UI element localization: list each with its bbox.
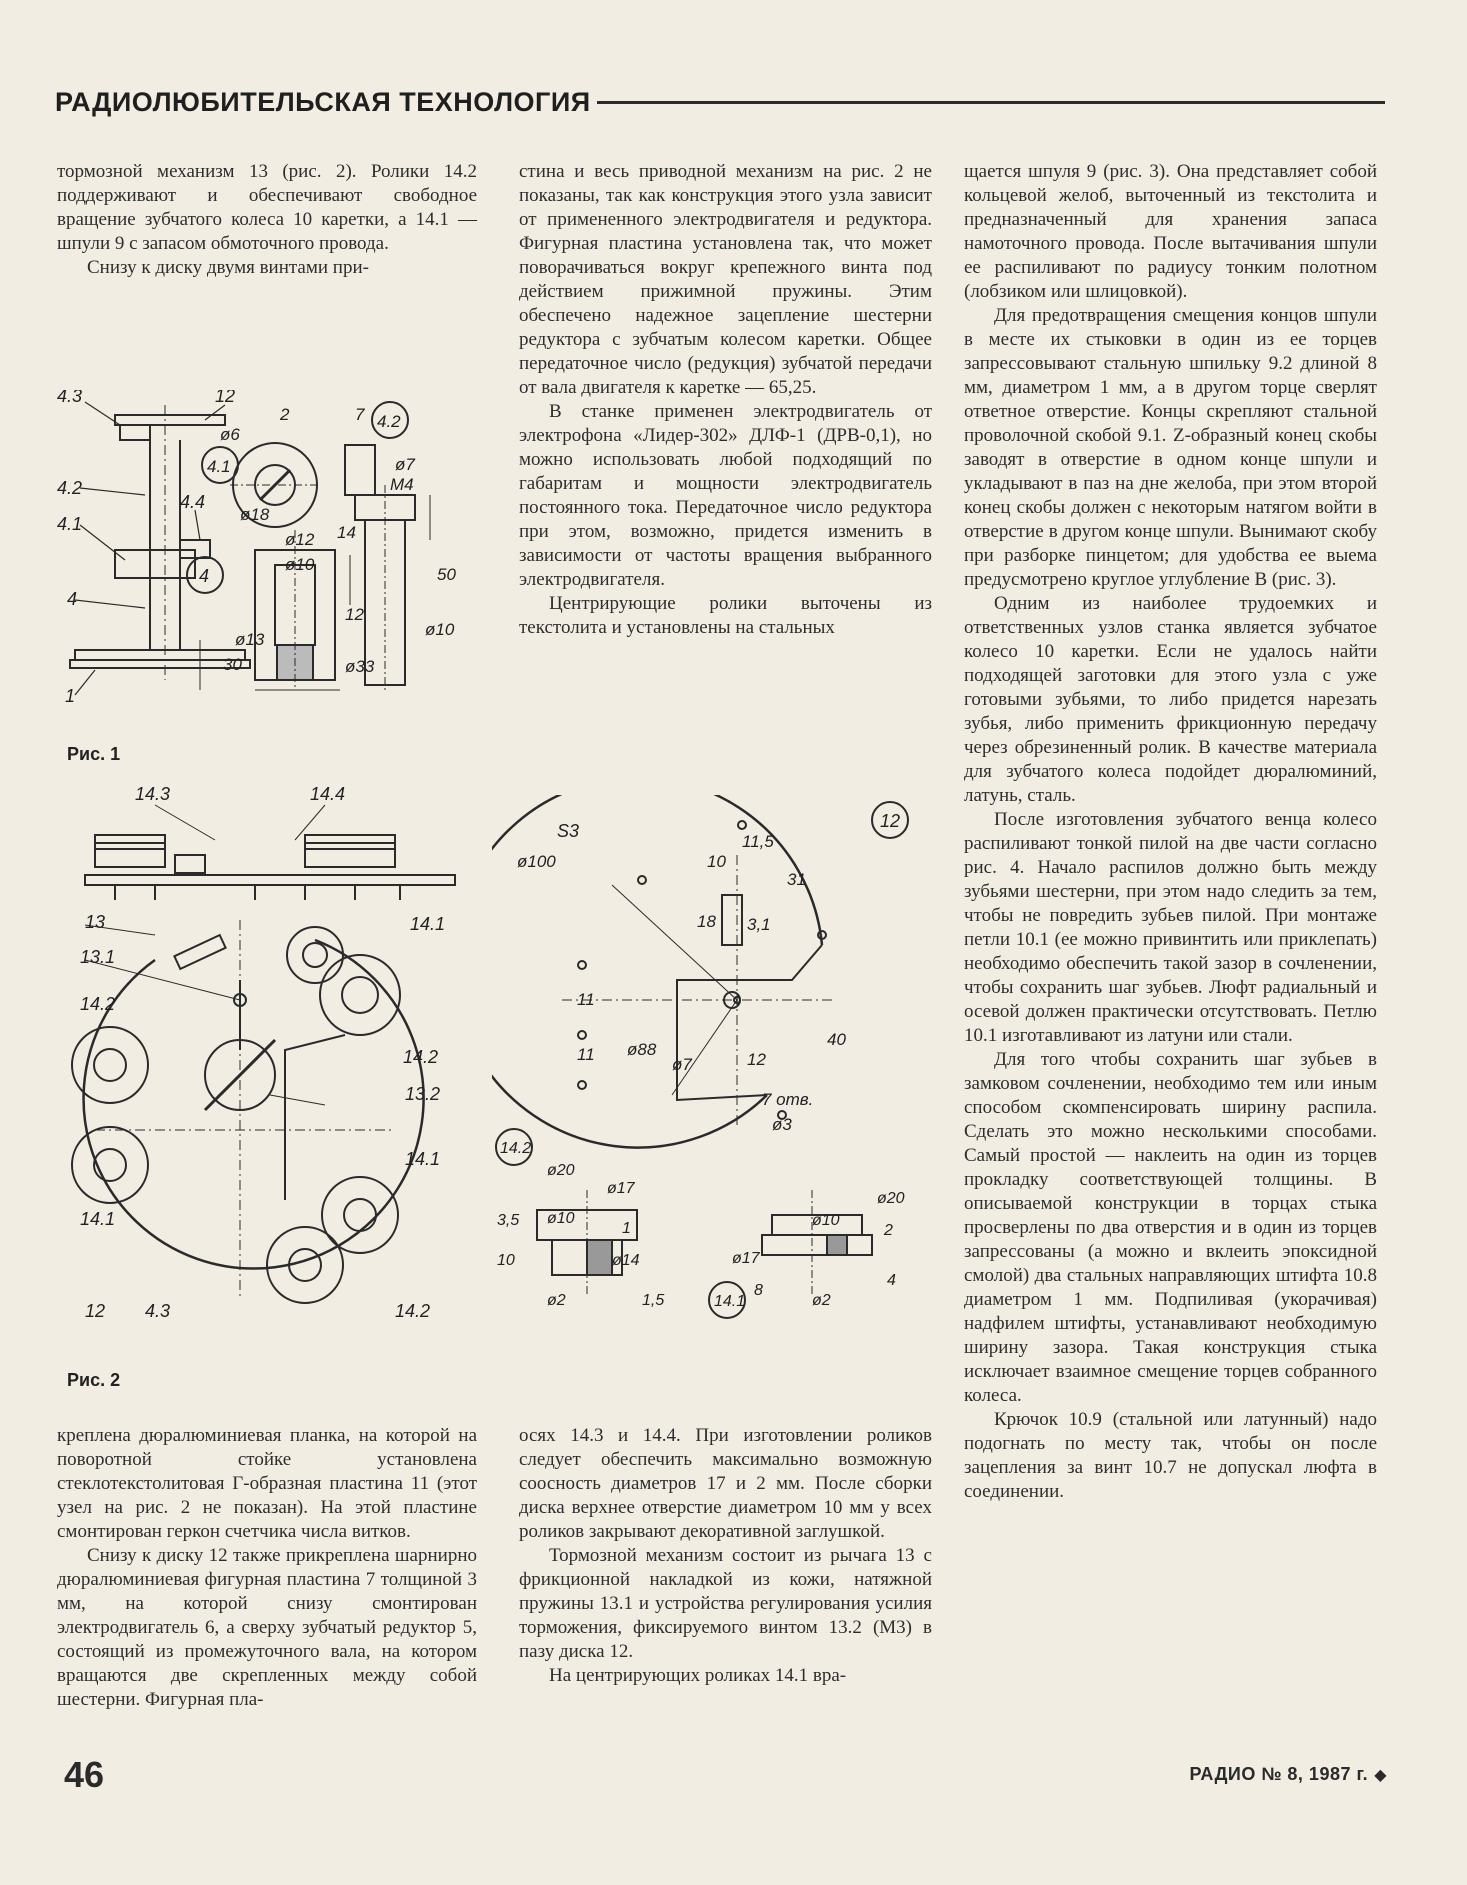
paragraph: Тормозной механизм состоит из рычага 13 с фрикционной накладкой из кожи, натяжной пружины 13.1 и устройства регулирования усилия торможения, фиксируемого винтом 13.2 (М3) в пазу диска 12. (519, 1545, 932, 1662)
fig1-dim-d7: ø7 (395, 455, 415, 474)
paragraph: креплена дюралюминиевая планка, на которой на поворотной стойке установлена стеклотекстолитовая Г-образная пластина 11 (этот узел на рис. 2 не показан). На этой пластине смонтирован геркон счетчика числа витков. (57, 1425, 477, 1542)
paragraph: В станке применен электродвигатель от электрофона «Лидер-302» ДЛФ-1 (ДРВ-0,1), но можно использовать любой подходящий по габаритам и мощности электродвигатель постоянного тока. Передаточное число редуктора при этом, возможно, придется изменить в зависимости от частоты вращения выбранного электродвигателя. (519, 401, 932, 590)
fig1-label-4-2: 4.2 (57, 478, 83, 498)
fig3-dim-8: 8 (754, 1282, 763, 1299)
fig3-dim-d100: ø100 (517, 852, 556, 871)
column-right (964, 160, 1377, 1504)
fig3-dim-18: 18 (697, 912, 716, 931)
fig2-label-13-1: 13.1 (80, 947, 116, 967)
column-left-bottom (57, 1424, 477, 1712)
paragraph: щается шпуля 9 (рис. 3). Она представляет собой кольцевой желоб, выточенный из текстолита и предназначенный для хранения запаса намоточного провода. После вытачивания шпули ее распиливают по радиусу тонким полотном (лобзиком или шлицовкой). (964, 161, 1377, 302)
fig3-dim-3-1: 3,1 (747, 915, 771, 934)
fig3-dim-d10-b: ø10 (812, 1212, 840, 1229)
fig3-dim-d3: ø3 (772, 1115, 792, 1134)
paragraph: Центрирующие ролики выточены из текстолита и установлены на стальных (519, 593, 932, 638)
fig1-dim-m4: M4 (390, 475, 414, 494)
page-number: 46 (64, 1754, 105, 1795)
fig2-label-14-1-c: 14.1 (80, 1209, 116, 1229)
fig2-label-14-1-a: 14.1 (410, 914, 446, 934)
fig2-label-14-3: 14.3 (135, 784, 171, 804)
fig3-dim-10-b: 10 (497, 1252, 515, 1269)
fig3-holes-7: 7 отв. (762, 1090, 814, 1109)
fig1-dim-30: 30 (223, 655, 242, 674)
fig1-dim-d10-b: ø10 (425, 620, 455, 639)
column-left-top (57, 160, 477, 280)
fig1-label-12: 12 (215, 390, 236, 406)
fig3-dim-11-5: 11,5 (742, 832, 774, 851)
paragraph: осях 14.3 и 14.4. При изготовлении роликов следует обеспечить максимально возможную соосность диаметров 17 и 2 мм. После сборки диска верхнее отверстие диаметром 10 мм у всех роликов закрывают декоративной заглушкой. (519, 1425, 932, 1542)
fig3-dim-2: 2 (884, 1222, 893, 1239)
fig3-callout-14-2: 14.2 (500, 1140, 532, 1157)
paragraph: Снизу к диску двумя винтами при- (87, 257, 369, 278)
header-rule (597, 101, 1385, 104)
column-middle-top (519, 160, 932, 640)
fig1-label-4-3: 4.3 (57, 390, 83, 406)
diamond-icon: ◆ (1374, 1767, 1387, 1784)
fig3-dim-d20-a: ø20 (547, 1162, 575, 1179)
fig2-label-14-2-a: 14.2 (80, 994, 116, 1014)
fig3-dim-11-a: 11 (577, 990, 595, 1009)
fig2-label-4-3: 4.3 (145, 1301, 171, 1321)
fig1-label-4: 4 (67, 589, 78, 609)
fig2-label-14-1-b: 14.1 (405, 1149, 441, 1169)
paragraph: Крючок 10.9 (стальной или латунный) надо подогнать по месту так, чтобы он после зацепления за винт 10.7 не допускал люфта в соединении. (964, 1409, 1377, 1502)
fig2-label-12: 12 (85, 1301, 106, 1321)
paragraph: После изготовления зубчатого венца колесо распиливают тонкой пилой на две части согласно рис. 4. Начало распилов должно быть между зубьями шестерни, при этом надо следить за тем, чтобы не повредить зубьев пилой. При монтаже петли 10.1 (ее можно привинтить или приклепать) необходимо обеспечить такой зазор в сочленении, чтобы сохранить шаг зубьев. Люфт радиальный и осевой должен практически отсутствовать. Петлю 10.1 изготавливают из латуни или стали. (964, 809, 1377, 1046)
fig3-dim-d17-a: ø17 (607, 1180, 635, 1197)
paragraph: На центрирующих роликах 14.1 вра- (549, 1665, 847, 1686)
journal-issue (1190, 1764, 1388, 1785)
fig1-dim-d6: ø6 (220, 425, 240, 444)
fig3-dim-d88: ø88 (627, 1040, 657, 1059)
paragraph: Снизу к диску 12 также прикреплена шарнирно дюралюминиевая фигурная пластина 7 толщиной 3 мм, на которой снизу смонтирован электродвигатель 6, а сверху зубчатый редуктор 5, состоящий из промежуточного вала, на котором вращаются две скрепленных между собой шестерни. Фигурная пла- (57, 1545, 477, 1710)
paragraph: Для предотвращения смещения концов шпули в месте их стыковки в один из ее торцев запрессовывают стальную шпильку 9.2 длиной 8 мм, диаметром 1 мм, а в другом торце сверлят ответное отверстие. Концы скрепляют стальной проволочной скобой 9.1. Z-образный конец скобы заводят в отверстие в одном конце шпули и укладывают в паз на дне желоба, при этом второй конец скобы должен с некоторым натягом войти в отверстие в другом конце шпули. Вынимают скобу при разборке пинцетом; для удобства ее выема предусмотрено круглое углубление В (рис. 3). (964, 305, 1377, 590)
figure-3-drawing (492, 795, 937, 1325)
fig3-label-s3: S3 (557, 821, 580, 841)
fig1-dim-12: 12 (345, 605, 364, 624)
fig3-dim-d2-a: ø2 (547, 1292, 566, 1309)
paragraph: тормозной механизм 13 (рис. 2). Ролики 14.2 поддерживают и обеспечивают свободное вращение зубчатого колеса 10 каретки, а 14.1 — шпули 9 с запасом обмоточного провода. (57, 161, 477, 254)
fig2-label-14-2-c: 14.2 (395, 1301, 431, 1321)
fig3-callout-12: 12 (880, 811, 901, 831)
fig3-callout-14-1: 14.1 (714, 1293, 746, 1310)
figure-2-drawing (55, 780, 475, 1330)
fig1-dim-d10: ø10 (285, 555, 315, 574)
fig3-dim-4: 4 (887, 1272, 896, 1289)
fig1-callout-4-1: 4.1 (207, 457, 231, 476)
figure-1-caption: Рис. 1 (67, 744, 121, 764)
fig1-dim-7: 7 (355, 405, 365, 424)
fig1-callout-4-2: 4.2 (377, 412, 401, 431)
fig3-dim-11-b: 11 (577, 1045, 595, 1064)
section-header (55, 82, 1385, 122)
fig3-dim-d17-b: ø17 (732, 1250, 760, 1267)
fig1-dim-d13: ø13 (235, 630, 265, 649)
fig3-dim-1-5: 1,5 (642, 1292, 665, 1309)
figure-2-caption: Рис. 2 (67, 1370, 121, 1390)
fig1-label-4-1: 4.1 (57, 514, 83, 534)
fig3-dim-d2-b: ø2 (812, 1292, 831, 1309)
fig3-dim-10: 10 (707, 852, 726, 871)
column-middle-bottom (519, 1424, 932, 1688)
fig3-dim-40: 40 (827, 1030, 846, 1049)
fig1-dim-d18: ø18 (240, 505, 270, 524)
fig1-dim-2: 2 (280, 405, 290, 424)
fig3-dim-3-5: 3,5 (497, 1212, 520, 1229)
fig1-callout-4: 4 (199, 566, 210, 586)
fig3-dim-31: 31 (787, 870, 806, 889)
paragraph: стина и весь приводной механизм на рис. 2 не показаны, так как конструкция этого узла зависит от примененного электродвигателя и редуктора. Фигурная пластина установлена так, что может поворачиваться вокруг крепежного винта под действием прижимной пружины. Этим обеспечено надежное зацепление шестерни редуктора с зубчатым колесом каретки. Общее передаточное число (редукция) зубчатой передачи от вала двигателя к каретке — 65,25. (519, 161, 932, 398)
fig3-dim-d10-a: ø10 (547, 1210, 575, 1227)
fig2-label-14-2-b: 14.2 (403, 1047, 439, 1067)
fig2-label-13: 13 (85, 912, 106, 932)
section-title: РАДИОЛЮБИТЕЛЬСКАЯ ТЕХНОЛОГИЯ (55, 86, 591, 117)
paragraph: Для того чтобы сохранить шаг зубьев в замковом сочленении, необходимо тем или иным способом скомпенсировать ширину распила. Сделать это можно несколькими способами. Самый простой — наклеить на один из торцев прокладку соответствующей толщины. В описываемой конструкции в торцах стыка просверлены по два отверстия и в один из торцев запрессованы (а можно и вклеить эпоксидной смолой) два стальных направляющих штифта 10.8 диаметром 1 мм. Подпиливая (укорачивая) надфилем штифты, устанавливают необходимую ширину зазора. Такая конструкция стыка исключает взаимное смещение торцев собранного колеса. (964, 1049, 1377, 1406)
fig1-dim-d12: ø12 (285, 530, 315, 549)
fig2-label-14-4: 14.4 (310, 784, 346, 804)
fig1-dim-14: 14 (337, 523, 356, 542)
paragraph: Одним из наиболее трудоемких и ответственных узлов станка является зубчатое колесо 10 каретки. Если не удалось найти подходящей заготовки для этого узла с уже готовыми зубьями, то либо придется нарезать зубья, либо применить фрикционную передачу через обрезиненный ролик. В качестве материала для зубчатого колеса подойдет дюралюминий, латунь, сталь. (964, 593, 1377, 806)
fig3-dim-d7: ø7 (672, 1055, 692, 1074)
fig1-label-4-4: 4.4 (180, 492, 206, 512)
fig1-dim-50: 50 (437, 565, 456, 584)
fig3-dim-d20-b: ø20 (877, 1190, 905, 1207)
figure-1-drawing (55, 390, 495, 720)
fig1-dim-d33: ø33 (345, 657, 375, 676)
fig1-label-1: 1 (65, 686, 76, 706)
fig3-dim-1: 1 (622, 1220, 631, 1237)
journal-issue-text: РАДИО № 8, 1987 г. (1189, 1764, 1369, 1784)
fig3-dim-12: 12 (747, 1050, 766, 1069)
fig3-dim-d14: ø14 (612, 1252, 640, 1269)
fig2-label-13-2: 13.2 (405, 1084, 441, 1104)
